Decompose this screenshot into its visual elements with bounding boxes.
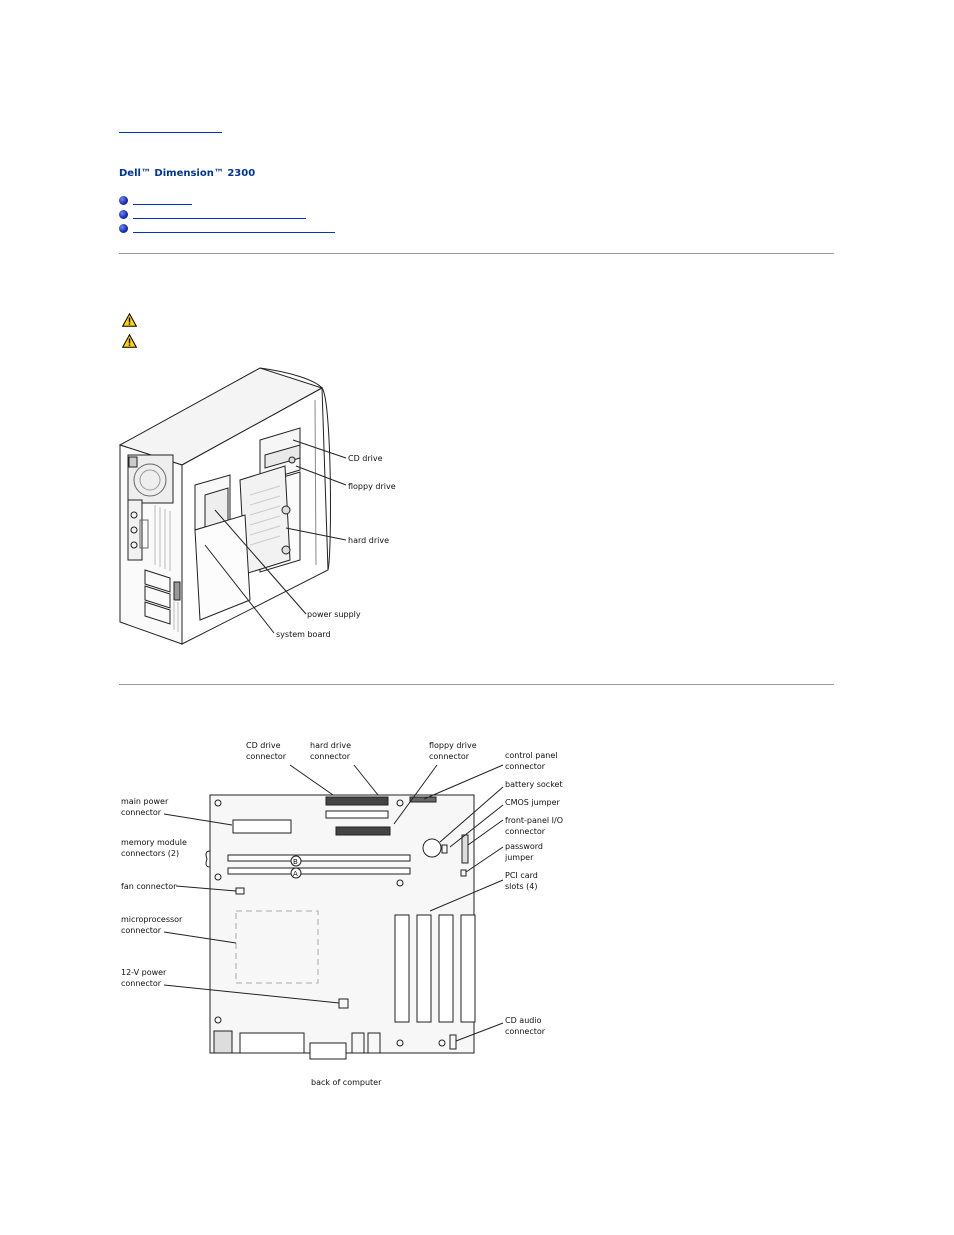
- system-board-diagram: [110, 735, 570, 1095]
- callout-hard-drive: hard drive: [348, 536, 389, 545]
- bullet-icon: [119, 210, 128, 219]
- page-title: Dell™ Dimension™ 2300: [119, 168, 256, 179]
- computer-interior-diagram: [110, 360, 410, 650]
- callout-pci-card-slots: PCI card slots (4): [505, 871, 538, 891]
- callout-cd-drive-connector: CD drive connector: [246, 741, 287, 761]
- callout-floppy-drive-connector: floppy drive connector: [429, 741, 477, 761]
- callout-power-supply: power supply: [307, 610, 361, 619]
- dimm-b-label: B: [293, 858, 298, 866]
- callout-front-panel-io-connector: front-panel I/O connector: [505, 816, 564, 836]
- callout-floppy-drive: floppy drive: [348, 482, 396, 491]
- bullet-icon: [119, 196, 128, 205]
- toc-link[interactable]: [133, 224, 335, 233]
- toc-link[interactable]: [133, 196, 192, 205]
- dimm-a-label: A: [293, 870, 298, 878]
- callout-back-of-computer: back of computer: [311, 1078, 382, 1087]
- callout-cd-drive: CD drive: [348, 454, 383, 463]
- bullet-icon: [119, 224, 128, 233]
- callout-hard-drive-connector: hard drive connector: [310, 741, 351, 761]
- callout-main-power-connector: main power connector: [121, 797, 169, 817]
- section-divider: [119, 684, 834, 685]
- callout-12v-power-connector: 12-V power connector: [121, 968, 167, 988]
- callout-cd-audio-connector: CD audio connector: [505, 1016, 546, 1036]
- callout-control-panel-connector: control panel connector: [505, 751, 558, 771]
- callout-memory-module-connectors: memory module connectors (2): [121, 838, 187, 858]
- caution-icon: [122, 313, 137, 327]
- callout-microprocessor-connector: microprocessor connector: [121, 915, 183, 935]
- callout-cmos-jumper: CMOS jumper: [505, 798, 560, 807]
- section-divider: [119, 253, 834, 254]
- back-to-contents-link[interactable]: [119, 126, 222, 133]
- caution-icon: [122, 334, 137, 348]
- toc-link[interactable]: [133, 210, 306, 219]
- callout-battery-socket: battery socket: [505, 780, 563, 789]
- callout-password-jumper: password jumper: [505, 842, 543, 862]
- callout-fan-connector: fan connector: [121, 882, 177, 891]
- callout-system-board: system board: [276, 630, 331, 639]
